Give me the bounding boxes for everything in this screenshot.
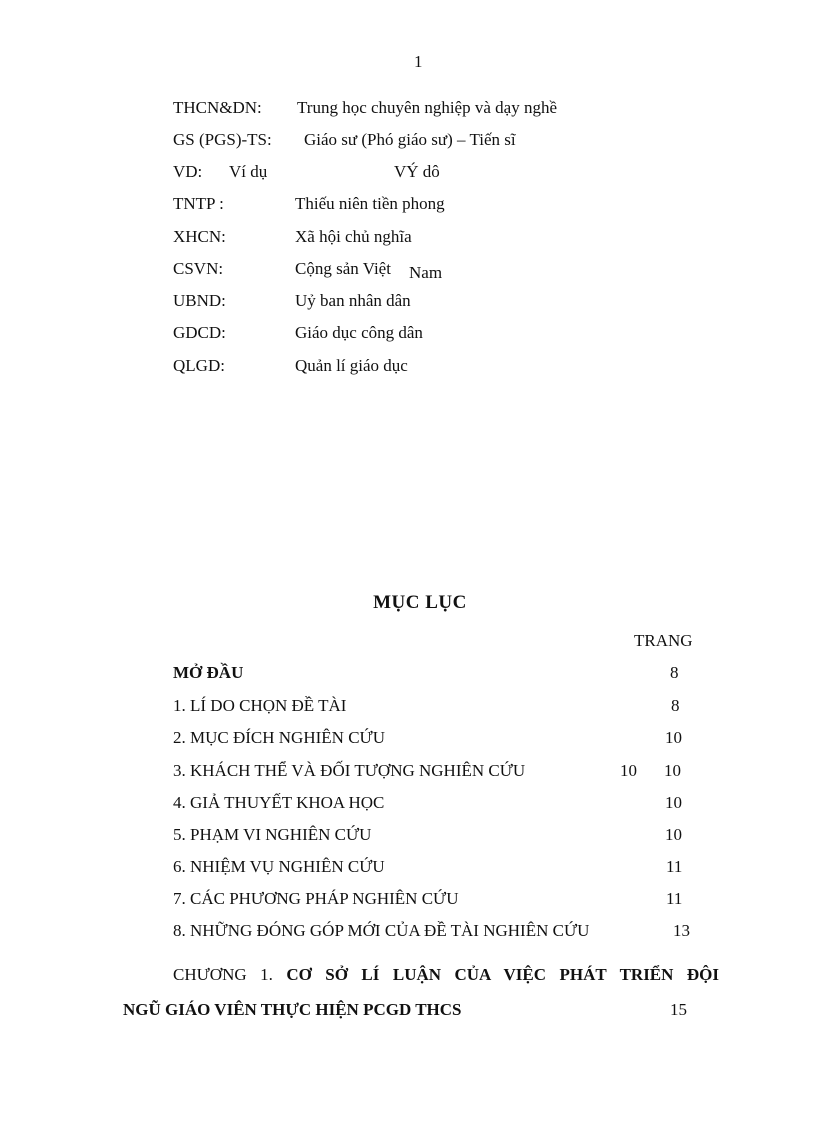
toc-chapter-page: 15 [670,1000,687,1019]
toc-item-label: 5. PHẠM VI NGHIÊN CỨU [173,825,372,844]
toc-item [173,696,733,718]
abbreviation-key: GDCD: [173,323,226,342]
toc-item-page: 8 [671,696,680,715]
abbreviation-row [173,227,733,249]
toc-item-page: 10 [665,793,682,812]
toc-item-page: 10 [665,728,682,747]
abbreviation-value: Thiếu niên tiền phong [295,194,445,213]
abbreviation-key: UBND: [173,291,226,310]
toc-item-page-extra: 10 [620,761,637,780]
abbreviation-extra: Nam [409,263,443,282]
toc-item-label: 6. NHIỆM VỤ NGHIÊN CỨU [173,857,385,876]
abbreviation-row [173,356,733,378]
abbreviation-value: Trung học chuyên nghiệp và dạy nghề [297,98,557,117]
abbreviation-key: GS (PGS)-TS: [173,130,272,149]
toc-item-label: 3. KHÁCH THỂ VÀ ĐỐI TƯỢNG NGHIÊN CỨU [173,761,526,780]
toc-item-page: 11 [666,857,683,876]
page-number: 1 [414,52,423,71]
abbreviation-row [173,162,733,184]
abbreviation-key: THCN&DN: [173,98,262,117]
toc-item-label: MỞ ĐẦU [173,663,244,682]
toc-item-page: 10 [665,825,682,844]
abbreviation-value: Giáo dục công dân [295,323,423,342]
toc-item-page: 13 [673,921,690,940]
toc-item [173,663,733,685]
toc-item-label: 7. CÁC PHƯƠNG PHÁP NGHIÊN CỨU [173,889,459,908]
toc-chapter-title-line2: NGŨ GIÁO VIÊN THỰC HIỆN PCGD THCS [123,1000,462,1019]
abbreviation-value: Ví dụ [229,162,268,181]
toc-item-label: 4. GIẢ THUYẾT KHOA HỌC [173,793,385,812]
abbreviation-row [173,259,733,281]
abbreviation-row [173,194,733,216]
toc-item-label: 2. MỤC ĐÍCH NGHIÊN CỨU [173,728,385,747]
abbreviation-key: QLGD: [173,356,225,375]
toc-chapter-heading-line1 [173,965,719,985]
toc-item [173,889,733,911]
toc-item [173,793,733,815]
abbreviation-value: Uỷ ban nhân dân [295,291,411,310]
toc-page-header: TRANG [634,631,693,650]
toc-item [173,825,733,847]
abbreviation-row [173,323,733,345]
abbreviation-row [173,291,733,313]
toc-item [173,761,733,783]
toc-item-page: 10 [664,761,681,780]
abbreviation-value: Quản lí giáo dục [295,356,408,375]
toc-item [173,728,733,750]
abbreviation-key: CSVN: [173,259,224,278]
toc-item [173,857,733,879]
toc-item-label: 1. LÍ DO CHỌN ĐỀ TÀI [173,696,347,715]
toc-item-label: 8. NHỮNG ĐÓNG GÓP MỚI CỦA ĐỀ TÀI NGHIÊN CỨU [173,921,590,940]
abbreviation-key: TNTP : [173,194,224,213]
abbreviation-extra: VÝ dô [394,162,440,181]
toc-item-page: 11 [666,889,683,908]
abbreviation-value: Cộng sản Việt [295,259,391,278]
abbreviation-value: Giáo sư (Phó giáo sư) – Tiến sĩ [304,130,516,149]
toc-chapter-prefix: CHƯƠNG 1. [173,965,273,984]
abbreviation-key: VD: [173,162,203,181]
abbreviation-row [173,98,733,120]
toc-chapter-title-line1: CƠ SỞ LÍ LUẬN CỦA VIỆC PHÁT TRIỂN ĐỘI [286,965,720,984]
toc-item [173,921,733,943]
abbreviation-row [173,130,733,152]
toc-title: MỤC LỤC [373,592,467,613]
toc-item-page: 8 [670,663,679,682]
abbreviation-key: XHCN: [173,227,226,246]
abbreviation-value: Xã hội chủ nghĩa [295,227,412,246]
